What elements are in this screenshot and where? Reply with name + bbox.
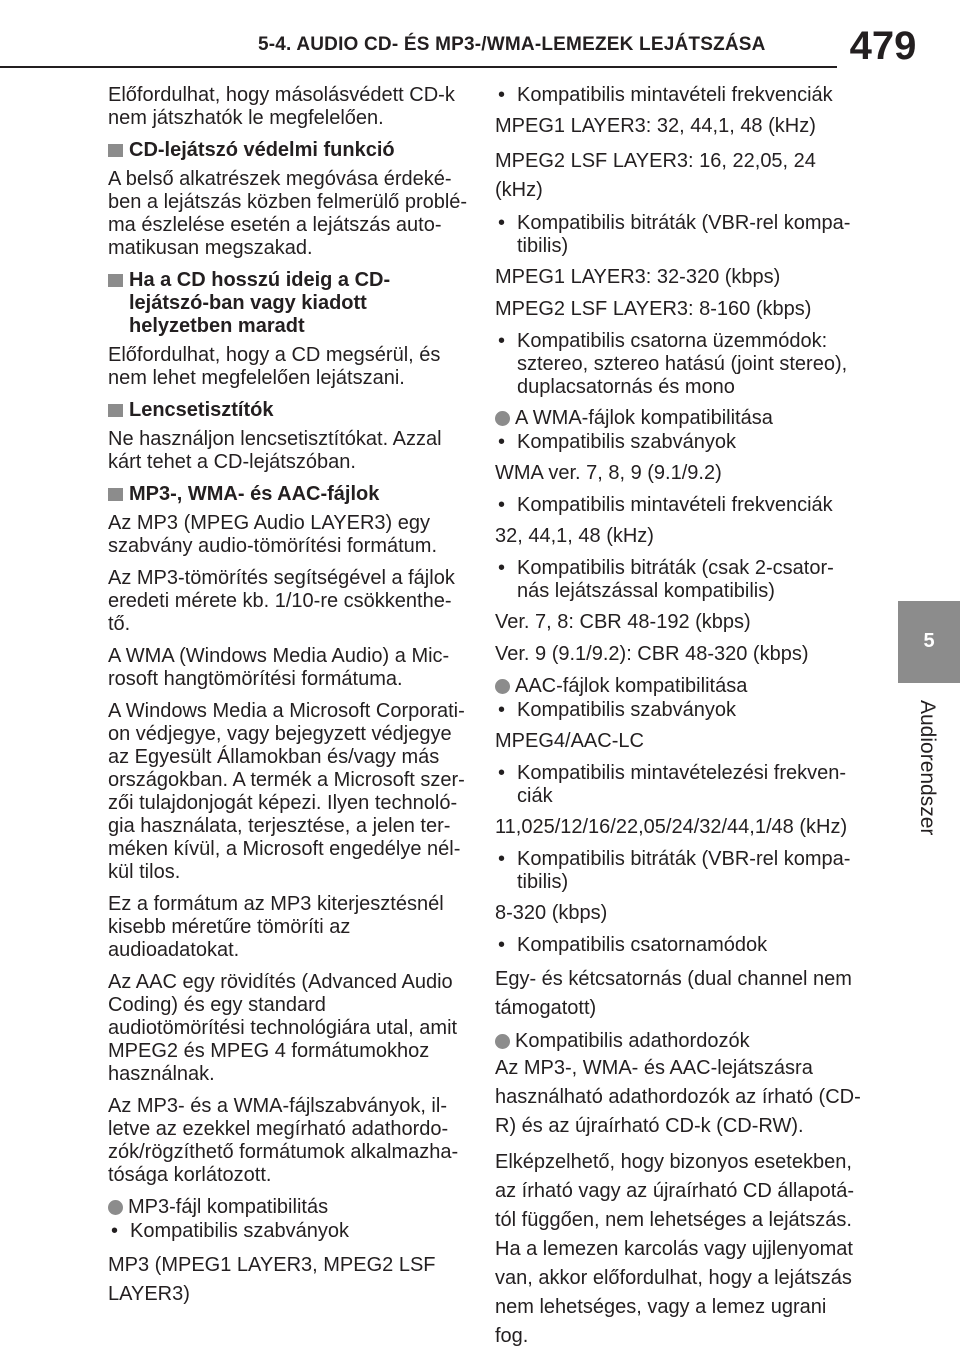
paragraph: Az MP3- és a WMA-fájlszabványok, il-letve az ezekkel megírható adathordo-zók/rögzíthető formátumok alkalmazha-tósága korlátozott. [108, 1095, 459, 1186]
bullet-item [495, 934, 865, 957]
bullet-item [495, 212, 865, 258]
section-heading [108, 139, 468, 162]
intro-paragraph: Előfordulhat, hogy másolásvédett CD-k nem játszhatók le megfelelően. [108, 84, 455, 129]
spec-value: 11,025/12/16/22,05/24/32/44,1/48 (kHz) [495, 816, 848, 838]
spec-value: MP3 (MPEG1 LAYER3, MPEG2 LSF LAYER3) [108, 1254, 436, 1305]
bullet-mark: • [498, 699, 506, 721]
bullet-text: Kompatibilis szabványok [517, 431, 736, 453]
bullet-item [495, 848, 865, 894]
circle-marker-icon [495, 679, 510, 694]
spec-value: 8-320 (kbps) [495, 902, 608, 924]
subsection-heading [495, 407, 865, 430]
left-column [108, 84, 468, 1316]
paragraph: Az MP3-tömörítés segítségével a fájlok eredeti mérete kb. 1/10-re csökkenthe-tő. [108, 567, 455, 635]
subsection-heading-text: AAC-fájlok kompatibilitása [515, 675, 748, 697]
section-heading-text: CD-lejátszó védelmi funkció [129, 139, 395, 161]
subsection-heading-text: Kompatibilis adathordozók [515, 1030, 750, 1052]
section-heading-text: MP3-, WMA- és AAC-fájlok [129, 483, 380, 505]
square-marker-icon [108, 488, 123, 501]
bullet-mark: • [498, 934, 506, 956]
bullet-item [495, 84, 865, 107]
bullet-text: Kompatibilis bitráták (VBR-rel kompa-tibilis) [517, 848, 851, 893]
header-rule [0, 66, 837, 68]
section-heading [108, 399, 468, 422]
bullet-mark: • [498, 557, 506, 579]
bullet-text: Kompatibilis szabványok [130, 1220, 349, 1242]
spec-value: Egy- és kétcsatornás (dual channel nem támogatott) [495, 968, 852, 1019]
paragraph: Az MP3 (MPEG Audio LAYER3) egy szabvány audio-tömörítési formátum. [108, 512, 438, 557]
chapter-label: Audiorendszer [916, 700, 939, 836]
bullet-text: Kompatibilis bitráták (VBR-rel kompa-tibilis) [517, 212, 851, 257]
spec-value: Ver. 7, 8: CBR 48-192 (kbps) [495, 611, 751, 633]
bullet-mark: • [498, 494, 506, 516]
subsection-heading [495, 1030, 865, 1053]
spec-value: 32, 44,1, 48 (kHz) [495, 525, 654, 547]
page-number: 479 [849, 24, 917, 68]
section-title: 5-4. AUDIO CD- ÉS MP3-/WMA-LEMEZEK LEJÁTSZÁSA [258, 34, 766, 55]
bullet-mark: • [498, 848, 506, 870]
paragraph: Ne használjon lencsetisztítókat. Azzal kárt tehet a CD-lejátszóban. [108, 428, 442, 473]
spec-value: Ver. 9 (9.1/9.2): CBR 48-320 (kbps) [495, 643, 809, 665]
spec-value: MPEG2 LSF LAYER3: 8-160 (kbps) [495, 298, 812, 320]
bullet-text: Kompatibilis mintavételi frekvenciák [517, 494, 833, 516]
chapter-number: 5 [923, 630, 935, 652]
spec-value: MPEG2 LSF LAYER3: 16, 22,05, 24 (kHz) [495, 150, 816, 201]
paragraph: Elképzelhető, hogy bizonyos esetekben, az írható vagy az újraírható CD állapotá-tól függően, nem lehetséges a lejátszás. Ha a lemezen karcolás vagy ujjlenyomat van, akkor előfordulhat, hogy a lejátszás nem lehetséges, vagy a lemez ugrani fog. [495, 1151, 855, 1347]
bullet-text: Kompatibilis csatornamódok [517, 934, 768, 956]
section-heading [108, 483, 468, 506]
spec-value: WMA ver. 7, 8, 9 (9.1/9.2) [495, 462, 722, 484]
paragraph: A belső alkatrészek megóvása érdeké-ben a lejátszás közben felmerülő problé-ma észlelése esetén a lejátszás auto-matikusan megszakad. [108, 168, 468, 259]
bullet-item [495, 762, 865, 808]
paragraph: Előfordulhat, hogy a CD megsérül, és nem lehet megfelelően lejátszani. [108, 344, 441, 389]
bullet-item [108, 1220, 468, 1243]
section-heading-text: Ha a CD hosszú ideig a CD-lejátszó-ban vagy kiadott helyzetben maradt [129, 269, 391, 337]
bullet-text: Kompatibilis csatorna üzemmódok: sztereo, sztereo hatású (joint stereo), duplacsatornás és mono [517, 330, 848, 398]
subsection-heading-text: MP3-fájl kompatibilitás [128, 1196, 329, 1218]
paragraph: Az MP3-, WMA- és AAC-lejátszásra használható adathordozók az írható (CD-R) és az újraírható CD-k (CD-RW). [495, 1057, 861, 1137]
section-heading [108, 269, 468, 338]
circle-marker-icon [495, 411, 510, 426]
square-marker-icon [108, 274, 123, 287]
circle-marker-icon [108, 1200, 123, 1215]
paragraph: Az AAC egy rövidítés (Advanced Audio Coding) és egy standard audiotömörítési technológiára utal, amit MPEG2 és MPEG 4 formátumokhoz használnak. [108, 971, 458, 1085]
subsection-heading [495, 675, 865, 698]
paragraph: A WMA (Windows Media Audio) a Mic-rosoft hangtömörítési formátuma. [108, 645, 450, 690]
bullet-text: Kompatibilis mintavételezési frekven-ciák [517, 762, 847, 807]
bullet-mark: • [498, 431, 506, 453]
bullet-mark: • [498, 330, 506, 352]
bullet-item [495, 431, 865, 454]
bullet-mark: • [498, 84, 506, 106]
bullet-mark: • [111, 1220, 119, 1242]
bullet-mark: • [498, 212, 506, 234]
bullet-item [495, 699, 865, 722]
bullet-item [495, 557, 865, 603]
bullet-item [495, 330, 865, 399]
spec-value: MPEG4/AAC-LC [495, 730, 644, 752]
chapter-tab [898, 601, 960, 683]
bullet-item [495, 494, 865, 517]
right-column [495, 84, 865, 1352]
paragraph: Ez a formátum az MP3 kiterjesztésnél kisebb méretűre tömöríti az audioadatokat. [108, 893, 444, 961]
spec-value: MPEG1 LAYER3: 32-320 (kbps) [495, 266, 781, 288]
bullet-mark: • [498, 762, 506, 784]
spec-value: MPEG1 LAYER3: 32, 44,1, 48 (kHz) [495, 115, 816, 137]
square-marker-icon [108, 144, 123, 157]
bullet-text: Kompatibilis bitráták (csak 2-csator-nás lejátszással kompatibilis) [517, 557, 834, 602]
subsection-heading [108, 1196, 468, 1219]
square-marker-icon [108, 404, 123, 417]
paragraph: A Windows Media a Microsoft Corporati-on védjegye, vagy bejegyzett védjegye az Egyesült Államokban és/vagy más országokban. A termék a Microsoft szer-zői tulajdonjogát képezi. Ilyen technoló-gia használata, terjesztése, a jelen ter-méken kívül, a Microsoft engedélye nél-kül tilos. [108, 700, 465, 883]
bullet-text: Kompatibilis szabványok [517, 699, 736, 721]
bullet-text: Kompatibilis mintavételi frekvenciák [517, 84, 833, 106]
circle-marker-icon [495, 1034, 510, 1049]
section-heading-text: Lencsetisztítók [129, 399, 274, 421]
subsection-heading-text: A WMA-fájlok kompatibilitása [515, 407, 773, 429]
